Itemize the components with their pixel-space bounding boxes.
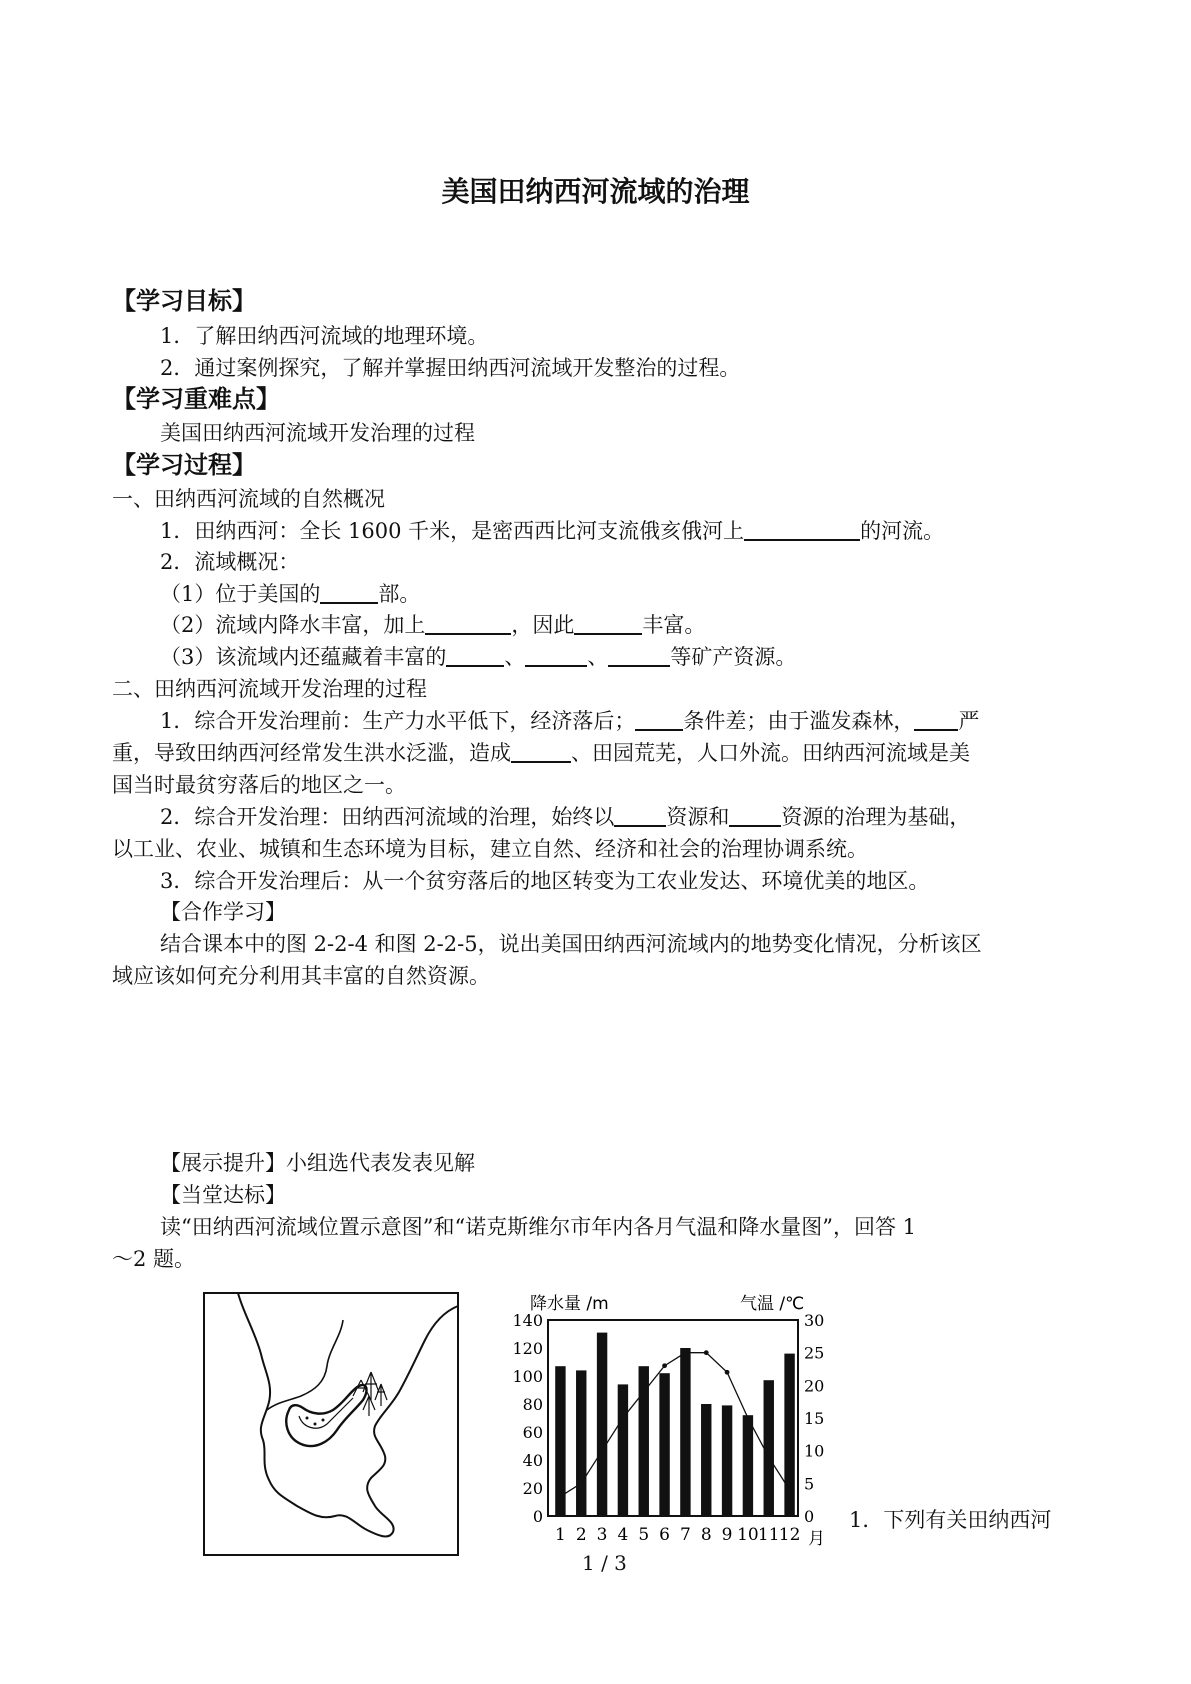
part2-p2-line1 <box>160 802 1130 833</box>
coop-line2: 域应该如何充分利用其丰富的自然资源。 <box>112 964 490 988</box>
precipitation-bar <box>659 1373 669 1516</box>
x-tick-label: 3 <box>596 1525 608 1545</box>
read-line2: ～2 题。 <box>112 1247 196 1271</box>
x-tick-label: 9 <box>721 1525 733 1545</box>
coop-line1: 结合课本中的图 2-2-4 和图 2-2-5，说出美国田纳西河流域内的地势变化情况，分析该区 <box>160 932 982 956</box>
answer-blank[interactable] <box>635 707 683 731</box>
right-tick-label: 5 <box>804 1474 815 1494</box>
answer-blank[interactable] <box>446 643 504 667</box>
x-tick-label: 12 <box>778 1525 801 1545</box>
x-tick-label: 7 <box>680 1525 691 1545</box>
temperature-point <box>704 1350 709 1355</box>
right-ticks <box>804 1311 824 1526</box>
part1-line4 <box>160 610 1130 641</box>
left-tick-label: 20 <box>522 1479 543 1498</box>
answer-blank[interactable] <box>744 517 860 541</box>
text: 丰富。 <box>642 613 706 637</box>
precipitation-bar <box>764 1380 774 1516</box>
x-tick-label: 10 <box>737 1525 759 1545</box>
precipitation-bar <box>639 1366 649 1516</box>
text: 、田园荒芜，人口外流。田纳西河流域是美 <box>571 741 970 765</box>
text: 资源的治理为基础， <box>781 805 971 829</box>
answer-blank[interactable] <box>320 580 378 604</box>
text: （3）该流域内还蕴藏着丰富的 <box>160 645 447 669</box>
dot-pattern <box>314 1423 317 1426</box>
temperature-point <box>558 1494 563 1499</box>
temperature-point <box>662 1363 667 1368</box>
text: 严 <box>958 709 980 733</box>
answer-blank[interactable] <box>525 643 587 667</box>
page-title: 美国田纳西河流域的治理 <box>441 175 750 208</box>
read-line1: 读“田纳西河流域位置示意图”和“诺克斯维尔市年内各月气温和降水量图”，回答 1 <box>160 1215 916 1239</box>
precipitation-bar <box>722 1405 732 1516</box>
temperature-point <box>641 1389 646 1394</box>
coop-heading: 【合作学习】 <box>160 900 286 924</box>
dot-pattern <box>306 1417 309 1420</box>
left-ticks <box>512 1311 543 1526</box>
x-ticks <box>555 1525 800 1545</box>
map-frame <box>204 1293 458 1555</box>
answer-blank[interactable] <box>511 739 571 763</box>
part1-line3 <box>160 579 1130 610</box>
goal-2: 2．通过案例探究，了解并掌握田纳西河流域开发整治的过程。 <box>160 356 741 380</box>
climate-chart <box>500 1282 845 1552</box>
answer-blank[interactable] <box>914 707 958 731</box>
x-tick-label: 5 <box>638 1525 650 1545</box>
right-tick-label: 15 <box>804 1409 825 1428</box>
temperature-point <box>746 1416 751 1421</box>
text: 2．综合开发治理：田纳西河流域的治理，始终以 <box>160 805 615 829</box>
tennessee-basin-map <box>203 1292 459 1556</box>
key-point-1: 美国田纳西河流域开发治理的过程 <box>160 421 475 445</box>
answer-blank[interactable] <box>729 803 781 827</box>
text: 、 <box>504 645 526 669</box>
x-tick-label: 1 <box>555 1525 566 1545</box>
precipitation-bar <box>701 1404 711 1516</box>
text: 部。 <box>378 582 421 606</box>
left-tick-label: 80 <box>522 1395 543 1414</box>
x-tick-label: 6 <box>659 1525 670 1545</box>
left-tick-label: 100 <box>512 1367 543 1386</box>
answer-blank[interactable] <box>574 611 642 635</box>
part2-p1-line3: 国当时最贫穷落后的地区之一。 <box>112 773 406 797</box>
precipitation-bar <box>743 1415 753 1516</box>
precipitation-bar <box>680 1348 690 1516</box>
precipitation-bar <box>576 1370 586 1516</box>
text: （1）位于美国的 <box>160 582 321 606</box>
goal-1: 1．了解田纳西河流域的地理环境。 <box>160 324 489 348</box>
text: （2）流域内降水丰富，加上 <box>160 613 426 637</box>
precipitation-bar <box>597 1333 607 1516</box>
temperature-point <box>621 1416 626 1421</box>
part2-heading: 二、田纳西河流域开发治理的过程 <box>112 677 427 701</box>
show-line: 【展示提升】小组选代表发表见解 <box>160 1151 475 1175</box>
answer-blank[interactable] <box>608 643 670 667</box>
temperature-point <box>725 1370 730 1375</box>
text: 的河流。 <box>860 519 945 543</box>
part1-heading: 一、田纳西河流域的自然概况 <box>112 487 385 511</box>
part1-line5 <box>160 642 1130 673</box>
right-tick-label: 25 <box>804 1343 825 1363</box>
right-tick-label: 10 <box>804 1441 825 1461</box>
question-1: 1．下列有关田纳西河 <box>849 1508 1052 1532</box>
key-points-heading: 【学习重难点】 <box>112 385 280 413</box>
class-heading: 【当堂达标】 <box>160 1183 286 1207</box>
page-number: 1 / 3 <box>582 1551 627 1575</box>
x-tick-label: 8 <box>700 1525 712 1545</box>
part2-p3: 3．综合开发治理后：从一个贫穷落后的地区转变为工农业发达、环境优美的地区。 <box>160 869 930 893</box>
answer-blank[interactable] <box>425 611 511 635</box>
dot-pattern <box>322 1419 325 1422</box>
right-tick-label: 0 <box>804 1507 815 1526</box>
text: 1．综合开发治理前：生产力水平低下，经济落后； <box>160 709 636 733</box>
temperature-point <box>787 1487 792 1492</box>
part1-line1 <box>160 516 1130 547</box>
part2-p2-line2: 以工业、农业、城镇和生态环境为目标，建立自然、经济和社会的治理协调系统。 <box>112 837 868 861</box>
left-tick-label: 0 <box>532 1507 543 1526</box>
precipitation-bar <box>618 1384 628 1516</box>
temperature-point <box>683 1350 688 1355</box>
left-tick-label: 40 <box>522 1451 543 1470</box>
text: 资源和 <box>666 805 730 829</box>
left-axis-label: 降水量 /m <box>530 1294 609 1314</box>
right-tick-label: 20 <box>804 1376 825 1396</box>
x-tick-label: 11 <box>757 1525 780 1545</box>
temperature-point <box>766 1455 771 1460</box>
text: ，因此 <box>511 613 575 637</box>
part1-line2: 2．流域概况： <box>160 550 300 574</box>
left-tick-label: 140 <box>512 1311 543 1330</box>
right-axis-label: 气温 /℃ <box>740 1294 805 1314</box>
text: 条件差；由于滥发森林， <box>683 709 915 733</box>
right-tick-label: 30 <box>804 1311 825 1330</box>
temperature-point <box>579 1481 584 1486</box>
text: 等矿产资源。 <box>670 645 797 669</box>
temperature-points <box>558 1350 792 1499</box>
part2-p1-line1 <box>160 706 1130 737</box>
text: 1．田纳西河：全长 1600 千米，是密西西比河支流俄亥俄河上 <box>160 519 745 543</box>
text: 、 <box>587 645 609 669</box>
goals-heading: 【学习目标】 <box>112 287 256 315</box>
temperature-line <box>560 1353 789 1497</box>
text: 重，导致田纳西河经常发生洪水泛滥，造成 <box>112 741 511 765</box>
left-tick-label: 120 <box>512 1339 543 1358</box>
left-tick-label: 60 <box>522 1423 543 1442</box>
temperature-point <box>600 1448 605 1453</box>
answer-blank[interactable] <box>614 803 666 827</box>
x-tick-label: 4 <box>617 1525 629 1545</box>
x-tick-label: 2 <box>575 1525 587 1545</box>
precipitation-bars <box>555 1333 795 1516</box>
x-axis-label: 月 <box>808 1529 825 1549</box>
part2-p1-line2 <box>112 738 1082 769</box>
process-heading: 【学习过程】 <box>112 451 256 479</box>
